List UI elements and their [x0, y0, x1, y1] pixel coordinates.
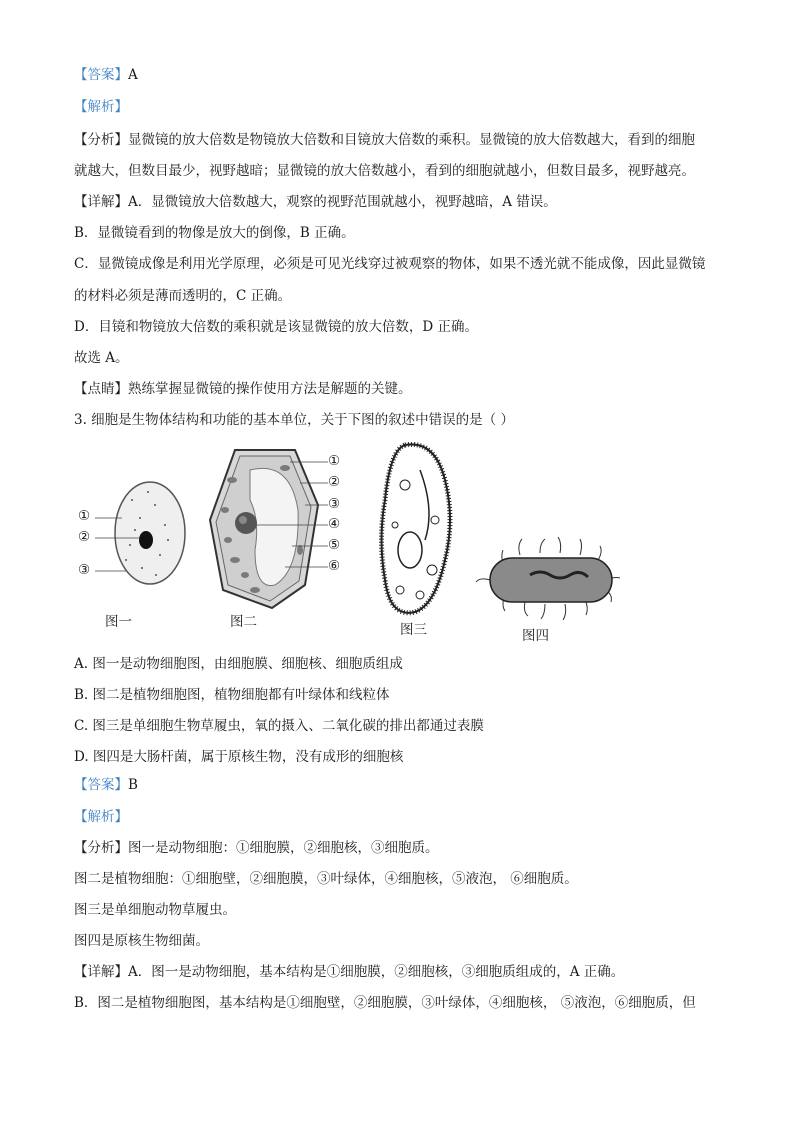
label-1-fig1: ①: [78, 508, 91, 524]
tip-text: 熟练掌握显微镜的操作使用方法是解题的关键。: [128, 381, 412, 397]
answer-text-2: B: [128, 777, 138, 793]
tip-line: [74, 380, 723, 398]
option-b: B. 图二是植物细胞图，植物细胞都有叶绿体和线粒体: [74, 687, 390, 703]
answer-text: A: [128, 67, 138, 83]
detail-line-4: [74, 287, 723, 305]
label-2-fig1: ②: [78, 529, 91, 545]
analysis-tag-label: 【分析】: [74, 132, 128, 148]
caption-fig3: 图三: [400, 622, 427, 638]
analysis2-tag: 【分析】: [74, 840, 128, 856]
cell-figures: [60, 440, 620, 650]
analysis2-line-2: [74, 870, 723, 888]
paramecium-diagram: [382, 444, 451, 612]
detail-line-3: [74, 255, 723, 273]
analysis-heading: [74, 98, 723, 116]
option-c: C. 图三是单细胞生物草履虫，氧的摄入、二氧化碳的排出都通过表膜: [74, 718, 484, 734]
bacterium-diagram: [476, 537, 620, 620]
analysis2-line-3: [74, 901, 723, 919]
answer-line-2: [74, 776, 723, 794]
analysis2-text-3: 图三是单细胞动物草履虫。: [74, 902, 236, 918]
animal-cell-diagram: [95, 482, 185, 584]
analysis-tag: 【解析】: [74, 99, 128, 115]
detail-text-5: D．目镜和物镜放大倍数的乘积就是该显微镜的放大倍数，D 正确。: [74, 319, 478, 335]
analysis-text-1: 显微镜的放大倍数是物镜放大倍数和目镜放大倍数的乘积。显微镜的放大倍数越大，看到的细胞: [128, 132, 695, 148]
plant-cell-diagram: [210, 450, 328, 608]
label-3-fig2: ③: [328, 496, 341, 512]
label-2-fig2: ②: [328, 474, 341, 490]
label-1-fig2: ①: [328, 453, 341, 469]
analysis-line-2: [74, 162, 723, 180]
answer-tag-2: 【答案】: [74, 777, 128, 793]
detail2-text-1: A．图一是动物细胞，基本结构是①细胞膜，②细胞核，③细胞质组成的，A 正确。: [128, 964, 625, 980]
detail-text-3: C．显微镜成像是利用光学原理，必须是可见光线穿过被观察的物体，如果不透光就不能成像，因此显微镜: [74, 256, 706, 272]
answer-tag: 【答案】: [74, 67, 128, 83]
label-3-fig1: ③: [78, 562, 91, 578]
caption-fig1: 图一: [105, 614, 132, 630]
analysis-heading-2: [74, 808, 723, 826]
analysis-tag-2: 【解析】: [74, 809, 128, 825]
label-4-fig2: ④: [328, 516, 341, 532]
conclusion-line: [74, 349, 723, 367]
tip-tag: 【点睛】: [74, 381, 128, 397]
question-3: [74, 411, 723, 429]
analysis-line-1: [74, 131, 723, 149]
analysis-text-2: 就越大，但数目最少，视野越暗；显微镜的放大倍数越小，看到的细胞就越小，但数目最多，视野越亮。: [74, 163, 695, 179]
analysis2-text-2: 图二是植物细胞：①细胞壁，②细胞膜，③叶绿体，④细胞核，⑤液泡， ⑥细胞质。: [74, 871, 578, 887]
detail-line-5: [74, 318, 723, 336]
detail-line-1: [74, 193, 723, 211]
detail2-text-2: B．图二是植物细胞图，基本结构是①细胞壁，②细胞膜，③叶绿体，④细胞核， ⑤液泡，⑥细胞质，但: [74, 995, 696, 1011]
analysis2-text-4: 图四是原核生物细菌。: [74, 933, 209, 949]
analysis2-line-4: [74, 932, 723, 950]
option-a: A. 图一是动物细胞图，由细胞膜、细胞核、细胞质组成: [74, 656, 403, 672]
label-6-fig2: ⑥: [328, 558, 341, 574]
detail-text-2: B．显微镜看到的物像是放大的倒像，B 正确。: [74, 225, 355, 241]
label-5-fig2: ⑤: [328, 537, 341, 553]
option-d: D. 图四是大肠杆菌，属于原核生物，没有成形的细胞核: [74, 749, 404, 765]
answer-line: [74, 66, 723, 84]
caption-fig4: 图四: [522, 628, 549, 644]
analysis2-line-1: [74, 839, 723, 857]
caption-fig2: 图二: [230, 614, 257, 630]
detail2-line-1: [74, 963, 723, 981]
analysis2-text-1: 图一是动物细胞：①细胞膜，②细胞核，③细胞质。: [128, 840, 439, 856]
question-3-text: 3. 细胞是生物体结构和功能的基本单位，关于下图的叙述中错误的是（ ）: [74, 412, 514, 428]
detail-tag: 【详解】: [74, 194, 128, 210]
detail2-tag: 【详解】: [74, 964, 128, 980]
conclusion-text: 故选 A。: [74, 350, 129, 366]
detail2-line-2: [74, 994, 723, 1012]
detail-line-2: [74, 224, 723, 242]
detail-text-1: A．显微镜放大倍数越大，观察的视野范围就越小，视野越暗，A 错误。: [128, 194, 557, 210]
detail-text-4: 的材料必须是薄而透明的，C 正确。: [74, 288, 292, 304]
